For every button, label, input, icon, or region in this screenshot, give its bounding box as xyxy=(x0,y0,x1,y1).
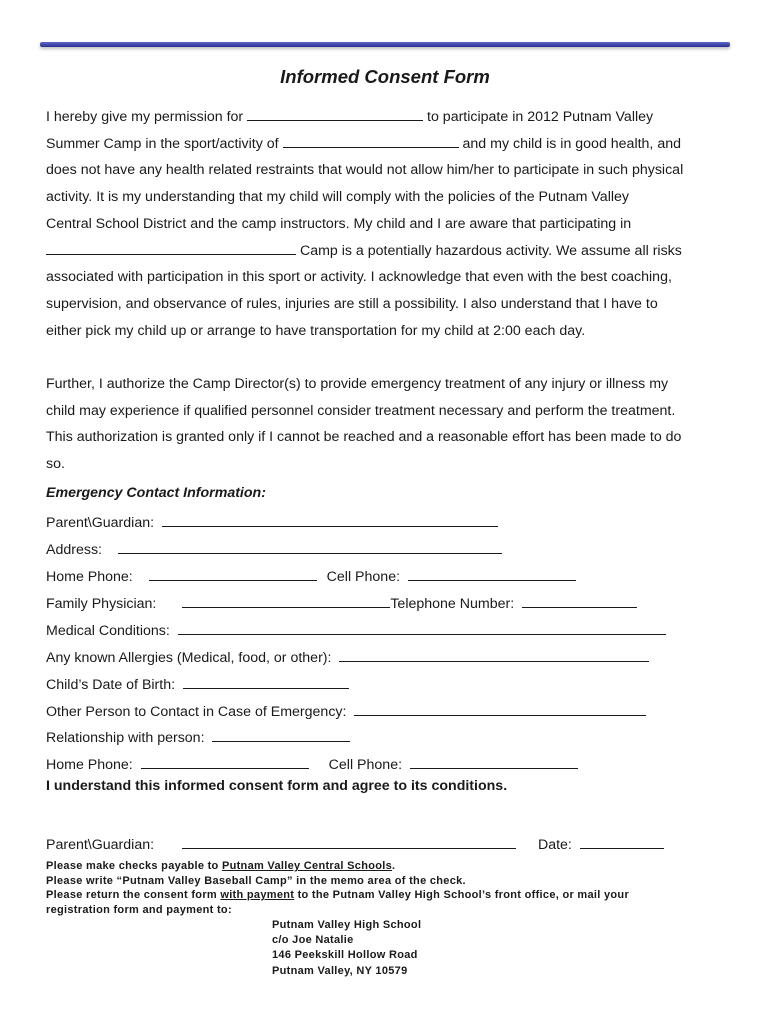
medical-conditions-field[interactable] xyxy=(178,619,666,635)
other-contact-row xyxy=(46,700,646,721)
instruction-text: Please return the consent form xyxy=(46,889,221,901)
authorization-line: This authorization is granted only if I cannot be reached and a reasonable effort has been made to do xyxy=(46,429,682,446)
instruction-line xyxy=(46,888,736,903)
address-line: Putnam Valley, NY 10579 xyxy=(272,964,408,977)
field-label: Medical Conditions: xyxy=(46,623,170,639)
authorization-line: Further, I authorize the Camp Director(s) to provide emergency treatment of any injury or illness my xyxy=(46,376,669,392)
field-label: Home Phone: xyxy=(46,569,133,585)
signature-row xyxy=(46,833,664,854)
field-label: Parent\Guardian: xyxy=(46,515,155,531)
mailing-address xyxy=(272,918,421,979)
relationship-field[interactable] xyxy=(212,726,350,742)
consent-text: and my child is in good health, and xyxy=(462,135,681,152)
phone-row-2 xyxy=(46,753,578,774)
consent-text: Camp is a potentially hazardous activity. We assume all risks xyxy=(299,242,682,259)
consent-line xyxy=(46,104,736,131)
home-phone-field[interactable] xyxy=(149,565,317,581)
instruction-text: to the Putnam Valley High School’s front office, or mail your xyxy=(294,889,630,901)
parent-guardian-row xyxy=(46,511,498,532)
camp-name-field[interactable] xyxy=(46,239,296,255)
field-label: Date: xyxy=(537,837,572,853)
consent-line: supervision, and observance of rules, injuries are still a possibility. I also understand that I have to xyxy=(46,295,658,312)
instruction-emphasis: with payment xyxy=(220,889,295,901)
allergies-field[interactable] xyxy=(339,646,649,662)
authorization-line: child may experience if qualified personnel consider treatment necessary and perform the treatment. xyxy=(46,402,676,419)
consent-text: I hereby give my permission for xyxy=(46,109,244,125)
physician-row xyxy=(46,592,637,613)
consent-text: Summer Camp in the sport/activity of xyxy=(46,135,279,152)
address-field[interactable] xyxy=(118,538,502,554)
consent-line xyxy=(46,238,736,265)
instruction-line: Please write “Putnam Valley Baseball Camp” in the memo area of the check. xyxy=(46,874,466,887)
consent-line xyxy=(46,131,736,158)
instruction-line xyxy=(46,859,736,874)
phone-row xyxy=(46,565,576,586)
dob-row xyxy=(46,673,349,694)
relationship-row xyxy=(46,726,350,747)
allergies-row xyxy=(46,646,649,667)
cell-phone-field[interactable] xyxy=(408,565,576,581)
physician-telephone-field[interactable] xyxy=(522,592,637,608)
consent-line: Central School District and the camp instructors. My child and I are aware that participating in xyxy=(46,215,632,232)
date-of-birth-field[interactable] xyxy=(183,673,349,689)
medical-row xyxy=(46,619,666,640)
authorization-paragraph xyxy=(46,371,736,478)
instruction-text: Please make checks payable to xyxy=(46,860,222,872)
date-field[interactable] xyxy=(580,833,664,849)
consent-line: associated with participation in this sport or activity. I acknowledge that even with the best coaching, xyxy=(46,269,672,286)
field-label: Parent\Guardian: xyxy=(46,837,155,853)
parent-guardian-field[interactable] xyxy=(162,511,498,527)
payment-instructions xyxy=(46,859,736,917)
header-rule xyxy=(40,42,730,47)
field-label: Cell Phone: xyxy=(328,757,403,773)
instruction-line: registration form and payment to: xyxy=(46,903,232,916)
field-label: Address: xyxy=(46,542,102,558)
instruction-text: . xyxy=(392,860,396,872)
other-contact-field[interactable] xyxy=(354,700,646,716)
cell-phone-2-field[interactable] xyxy=(410,753,578,769)
consent-paragraph xyxy=(46,104,736,344)
field-label: Family Physician: xyxy=(46,596,157,612)
field-label: Relationship with person: xyxy=(46,730,205,746)
agreement-statement: I understand this informed consent form and agree to its conditions. xyxy=(46,778,508,794)
child-name-field[interactable] xyxy=(247,105,423,121)
home-phone-2-field[interactable] xyxy=(141,753,309,769)
consent-text: to participate in 2012 Putnam Valley xyxy=(427,109,654,125)
field-label: Any known Allergies (Medical, food, or other): xyxy=(46,650,332,666)
field-label: Home Phone: xyxy=(46,757,133,773)
parent-signature-field[interactable] xyxy=(182,833,516,849)
consent-line: activity. It is my understanding that my child will comply with the policies of the Putnam Valley xyxy=(46,189,629,206)
page-title: Informed Consent Form xyxy=(280,66,490,87)
field-label: Child’s Date of Birth: xyxy=(46,677,176,693)
consent-line: does not have any health related restraints that would not allow him/her to participate in such physical xyxy=(46,162,684,179)
emergency-heading: Emergency Contact Information: xyxy=(46,485,266,501)
family-physician-field[interactable] xyxy=(182,592,390,608)
authorization-line: so. xyxy=(46,456,65,473)
field-label: Telephone Number: xyxy=(390,596,515,612)
address-line: c/o Joe Natalie xyxy=(272,934,354,947)
field-label: Cell Phone: xyxy=(326,569,401,585)
address-row xyxy=(46,538,502,559)
consent-line: either pick my child up or arrange to have transportation for my child at 2:00 each day. xyxy=(46,322,586,339)
payee-name: Putnam Valley Central Schools xyxy=(221,860,393,872)
sport-activity-field[interactable] xyxy=(283,132,459,148)
address-line: Putnam Valley High School xyxy=(272,919,422,931)
field-label: Other Person to Contact in Case of Emergency: xyxy=(46,704,347,720)
address-line: 146 Peekskill Hollow Road xyxy=(272,949,418,962)
